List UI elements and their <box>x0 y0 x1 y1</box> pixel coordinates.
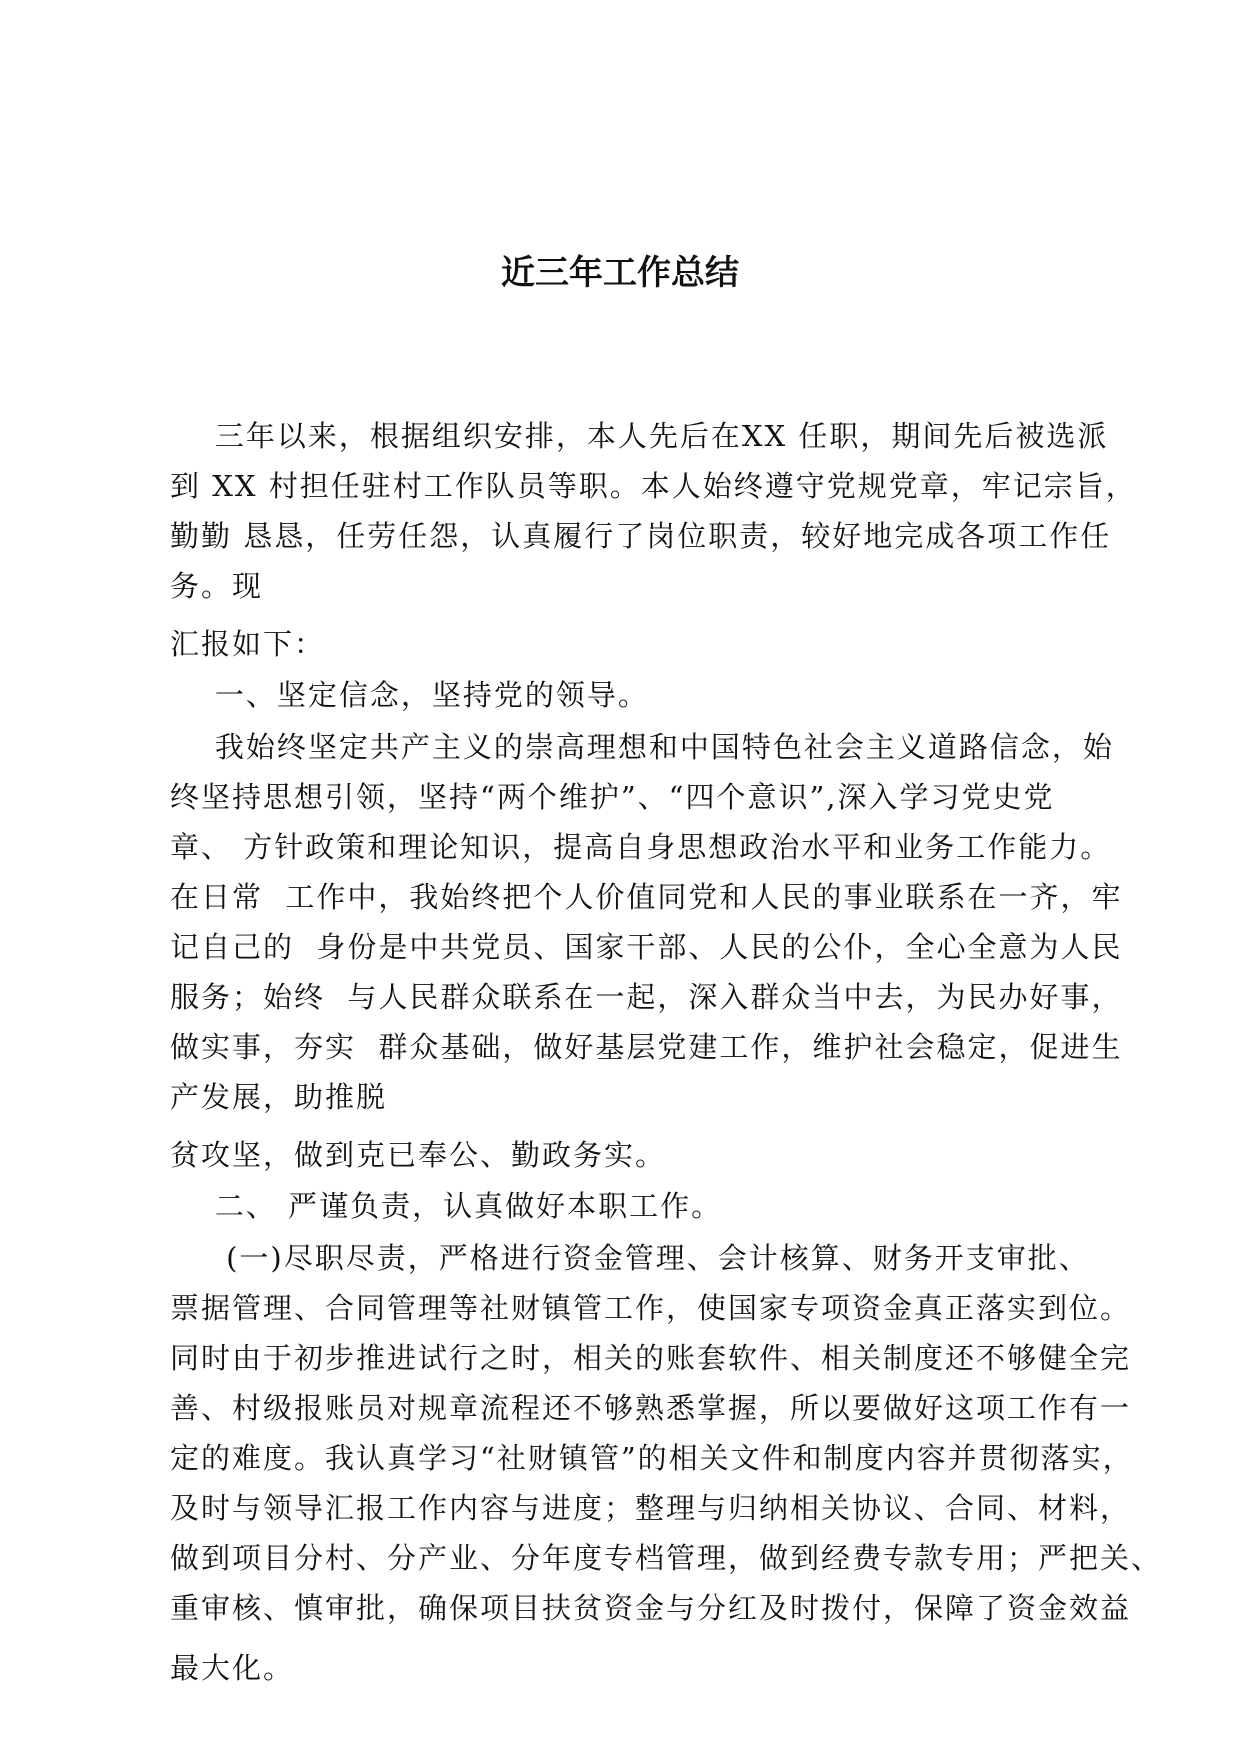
paragraph-line: 重审核、慎审批，确保项目扶贫资金与分红及时拨付，保障了资金效益 <box>170 1591 1132 1625</box>
paragraph-line: 终坚持思想引领，坚持“两个维护”、“四个意识”,深入学习党史党 <box>170 780 1055 814</box>
paragraph-line: 产发展，助推脱 <box>170 1080 388 1114</box>
paragraph-line: 善、村级报账员对规章流程还不够熟悉掌握，所以要做好这项工作有一 <box>170 1391 1132 1425</box>
paragraph-line: 勤勤 恳恳，任劳任怨，认真履行了岗位职责，较好地完成各项工作任 <box>170 519 1112 553</box>
paragraph-line: 票据管理、合同管理等社财镇管工作，使国家专项资金真正落实到位。 <box>170 1291 1132 1325</box>
paragraph-line: 做到项目分村、分产业、分年度专档管理，做到经费专款专用；严把关、 <box>170 1541 1163 1575</box>
paragraph-line: 记自己的 身份是中共党员、国家干部、人民的公仆，全心全意为人民 <box>170 930 1123 964</box>
section-heading: 二、 严谨负责，认真做好本职工作。 <box>170 1189 723 1223</box>
paragraph-line: 贫攻坚，做到克已奉公、勤政务实。 <box>170 1138 667 1172</box>
paragraph-line: 定的难度。我认真学习“社财镇管”的相关文件和制度内容并贯彻落实， <box>170 1441 1134 1475</box>
paragraph-line: 同时由于初步推进试行之时，相关的账套软件、相关制度还不够健全完 <box>170 1341 1132 1375</box>
paragraph-line: 章、 方针政策和理论知识，提高自身思想政治水平和业务工作能力。 <box>170 830 1112 864</box>
paragraph-line: 最大化。 <box>170 1651 295 1685</box>
paragraph-line: 三年以来，根据组织安排，本人先后在XX 任职，期间先后被选派 <box>170 419 1109 453</box>
paragraph-line: (一)尽职尽责，严格进行资金管理、会计核算、财务开支审批、 <box>170 1241 1090 1275</box>
paragraph-line: 服务；始终 与人民群众联系在一起，深入群众当中去，为民办好事， <box>170 980 1123 1014</box>
paragraph-line: 及时与领导汇报工作内容与进度；整理与归纳相关协议、合同、材料， <box>170 1491 1132 1525</box>
paragraph-line: 汇报如下： <box>170 627 326 661</box>
paragraph-line: 我始终坚定共产主义的崇高理想和中国特色社会主义道路信念，始 <box>170 730 1114 764</box>
paragraph-line: 在日常 工作中，我始终把个人价值同党和人民的事业联系在一齐，牢 <box>170 880 1123 914</box>
section-heading: 一、坚定信念，坚持党的领导。 <box>170 678 649 712</box>
paragraph-line: 到 XX 村担任驻村工作队员等职。本人始终遵守党规党章，牢记宗旨， <box>170 469 1137 503</box>
document-title: 近三年工作总结 <box>501 253 739 293</box>
paragraph-line: 务。现 <box>170 569 264 603</box>
paragraph-line: 做实事，夯实 群众基础，做好基层党建工作，维护社会稳定，促进生 <box>170 1030 1123 1064</box>
